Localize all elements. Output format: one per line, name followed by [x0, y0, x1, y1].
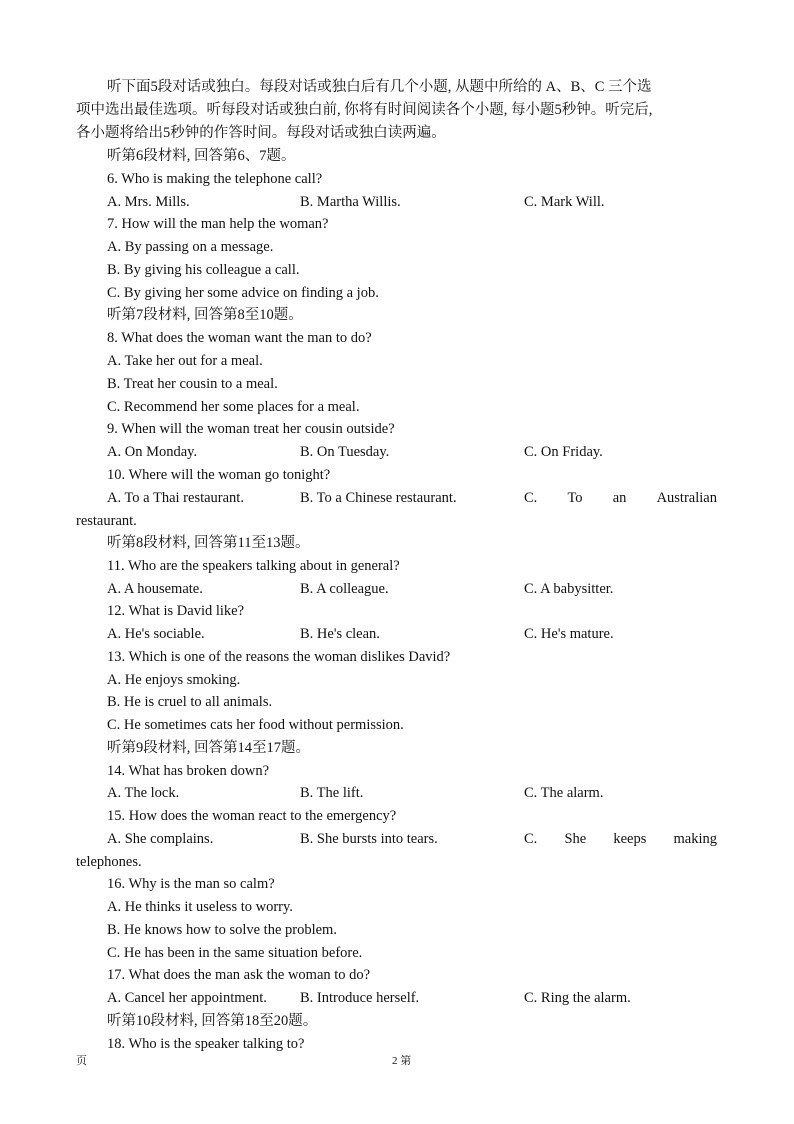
option-b: B. Introduce herself. [300, 990, 420, 1006]
question-8-option-b: B. Treat her cousin to a meal. [107, 376, 278, 392]
question-17-stem: 17. What does the man ask the woman to do? [107, 967, 371, 983]
question-16-option-b: B. He knows how to solve the problem. [107, 922, 337, 938]
option-a: A. Mrs. Mills. [107, 194, 190, 210]
question-17-options [0, 987, 794, 1009]
section-header-10: 听第10段材料, 回答第18至20题。 [107, 1013, 318, 1029]
option-a: A. To a Thai restaurant. [107, 490, 244, 506]
option-c: C. The alarm. [524, 785, 604, 801]
option-b: B. The lift. [300, 785, 364, 801]
question-8-option-c: C. Recommend her some places for a meal. [107, 399, 360, 415]
question-13-option-c: C. He sometimes cats her food without permission. [107, 717, 404, 733]
question-16-option-c: C. He has been in the same situation before. [107, 945, 363, 961]
option-a: A. She complains. [107, 831, 214, 847]
question-16-stem: 16. Why is the man so calm? [107, 876, 275, 892]
question-13-option-a: A. He enjoys smoking. [107, 672, 241, 688]
question-10-option-c-continued: restaurant. [76, 513, 137, 529]
option-c: C. On Friday. [524, 444, 603, 460]
question-14-options [0, 782, 794, 804]
question-6-stem: 6. Who is making the telephone call? [107, 171, 323, 187]
question-9-options [0, 441, 794, 463]
option-c: C. Mark Will. [524, 194, 605, 210]
question-15-stem: 15. How does the woman react to the emergency? [107, 808, 397, 824]
question-11-options [0, 578, 794, 600]
intro-line-2: 项中选出最佳选项。听每段对话或独白前, 你将有时间阅读各个小题, 每小题5秒钟。听完后, [76, 102, 653, 118]
question-7-stem: 7. How will the man help the woman? [107, 216, 329, 232]
option-b: B. On Tuesday. [300, 444, 390, 460]
question-12-stem: 12. What is David like? [107, 603, 245, 619]
option-c: C. A babysitter. [524, 581, 614, 597]
option-a: A. He's sociable. [107, 626, 205, 642]
option-c: C. To an Australian [524, 490, 717, 506]
question-7-option-a: A. By passing on a message. [107, 239, 274, 255]
section-header-6: 听第6段材料, 回答第6、7题。 [107, 148, 296, 164]
question-10-options [0, 487, 794, 509]
question-11-stem: 11. Who are the speakers talking about in general? [107, 558, 400, 574]
question-12-options [0, 623, 794, 645]
option-a: A. The lock. [107, 785, 180, 801]
section-header-8: 听第8段材料, 回答第11至13题。 [107, 535, 310, 551]
option-c: C. Ring the alarm. [524, 990, 631, 1006]
footer-page-number: 2 第 [392, 1055, 412, 1067]
option-b: B. To a Chinese restaurant. [300, 490, 457, 506]
option-a: A. On Monday. [107, 444, 198, 460]
question-7-option-c: C. By giving her some advice on finding a job. [107, 285, 379, 301]
question-13-stem: 13. Which is one of the reasons the woman dislikes David? [107, 649, 451, 665]
question-16-option-a: A. He thinks it useless to worry. [107, 899, 293, 915]
option-a: A. Cancel her appointment. [107, 990, 267, 1006]
question-6-options [0, 191, 794, 213]
option-b: B. He's clean. [300, 626, 380, 642]
question-15-option-c-continued: telephones. [76, 854, 142, 870]
question-10-stem: 10. Where will the woman go tonight? [107, 467, 331, 483]
option-a: A. A housemate. [107, 581, 203, 597]
question-14-stem: 14. What has broken down? [107, 763, 270, 779]
option-c: C. He's mature. [524, 626, 614, 642]
section-header-7: 听第7段材料, 回答第8至10题。 [107, 307, 303, 323]
question-15-options [0, 828, 794, 850]
question-8-option-a: A. Take her out for a meal. [107, 353, 263, 369]
question-18-stem: 18. Who is the speaker talking to? [107, 1036, 305, 1052]
option-b: B. A colleague. [300, 581, 389, 597]
question-8-stem: 8. What does the woman want the man to do? [107, 330, 372, 346]
question-7-option-b: B. By giving his colleague a call. [107, 262, 300, 278]
footer-page-label: 页 [76, 1055, 87, 1067]
question-13-option-b: B. He is cruel to all animals. [107, 694, 273, 710]
question-9-stem: 9. When will the woman treat her cousin outside? [107, 421, 395, 437]
section-header-9: 听第9段材料, 回答第14至17题。 [107, 740, 310, 756]
option-c: C. She keeps making [524, 831, 717, 847]
option-b: B. Martha Willis. [300, 194, 401, 210]
option-b: B. She bursts into tears. [300, 831, 438, 847]
intro-line-1: 听下面5段对话或独白。每段对话或独白后有几个小题, 从题中所给的 A、B、C 三个选 [107, 79, 652, 95]
intro-line-3: 各小题将给出5秒钟的作答时间。每段对话或独白读两遍。 [76, 125, 446, 141]
